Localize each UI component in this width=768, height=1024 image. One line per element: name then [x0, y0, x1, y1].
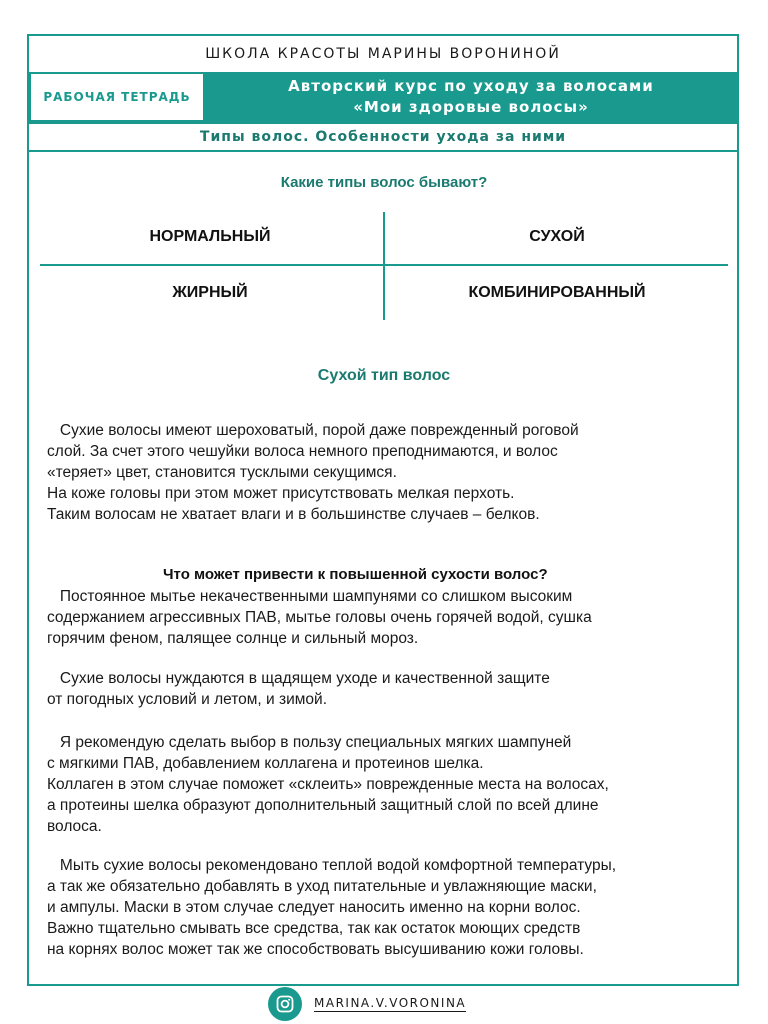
workbook-label: РАБОЧАЯ ТЕТРАДЬ [29, 72, 205, 122]
instagram-handle-link[interactable]: MARINA.V.VORONINA [314, 996, 467, 1010]
text-line: Сухие волосы имеют шероховатый, порой даже поврежденный роговой [47, 422, 579, 439]
text-line: Коллаген в этом случае поможет «склеить» поврежденные места на волосах, [47, 776, 609, 793]
header-row [29, 72, 737, 124]
text-line: Таким волосам не хватает влаги и в большинстве случаев – белков. [47, 506, 540, 523]
school-name: ШКОЛА КРАСОТЫ МАРИНЫ ВОРОНИНОЙ [29, 36, 737, 74]
grid-divider-horizontal [40, 264, 728, 266]
course-title-line1: Авторский курс по уходу за волосами [288, 77, 654, 95]
type-normal: НОРМАЛЬНЫЙ [149, 228, 271, 245]
type-combined: КОМБИНИРОВАННЫЙ [468, 284, 646, 301]
paragraph-2 [47, 586, 737, 649]
text-line: горячим феном, палящее солнце и сильный мороз. [47, 630, 419, 647]
text-line: от погодных условий и летом, и зимой. [47, 691, 328, 708]
text-line: волоса. [47, 818, 102, 835]
course-title-line2: «Мои здоровые волосы» [353, 98, 589, 116]
text-line: Сухие волосы нуждаются в щадящем уходе и качественной защите [47, 670, 550, 687]
dryness-question: Что может привести к повышенной сухости волос? [163, 566, 548, 583]
text-line: а так же обязательно добавлять в уход питательные и увлажняющие маски, [47, 878, 597, 895]
paragraph-5 [47, 855, 737, 960]
text-line: слой. За счет этого чешуйки волоса немного преподнимаются, и волос [47, 443, 558, 460]
text-line: на корнях волос может так же способствовать высушиванию кожи головы. [47, 941, 584, 958]
types-question: Какие типы волос бывают? [280, 174, 488, 191]
paragraph-3 [47, 668, 737, 710]
type-oily: ЖИРНЫЙ [172, 284, 248, 301]
paragraph-4 [47, 732, 737, 837]
text-line: Важно тщательно смывать все средства, так как остаток моющих средств [47, 920, 581, 937]
text-line: Постоянное мытье некачественными шампунями со слишком высоким [47, 588, 573, 605]
type-dry: СУХОЙ [529, 228, 585, 245]
section-title: Сухой тип волос [317, 367, 451, 384]
text-line: и ампулы. Маски в этом случае следует наносить именно на корни волос. [47, 899, 581, 916]
text-line: а протеины шелка образуют дополнительный защитный слой по всей длине [47, 797, 599, 814]
footer [268, 986, 466, 1022]
topic-title: Типы волос. Особенности ухода за ними [29, 124, 737, 152]
paragraph-1 [47, 420, 737, 525]
text-line: содержанием агрессивных ПАВ, мытье головы очень горячей водой, сушка [47, 609, 592, 626]
instagram-icon[interactable] [268, 987, 302, 1021]
text-line: Мыть сухие волосы рекомендовано теплой водой комфортной температуры, [47, 857, 617, 874]
text-line: «теряет» цвет, становится тусклыми секущимся. [47, 464, 397, 481]
grid-divider-vertical [383, 212, 385, 320]
text-line: с мягкими ПАВ, добавлением коллагена и протеинов шелка. [47, 755, 484, 772]
text-line: На коже головы при этом может присутствовать мелкая перхоть. [47, 485, 515, 502]
course-title [205, 72, 737, 122]
text-line: Я рекомендую сделать выбор в пользу специальных мягких шампуней [47, 734, 572, 751]
